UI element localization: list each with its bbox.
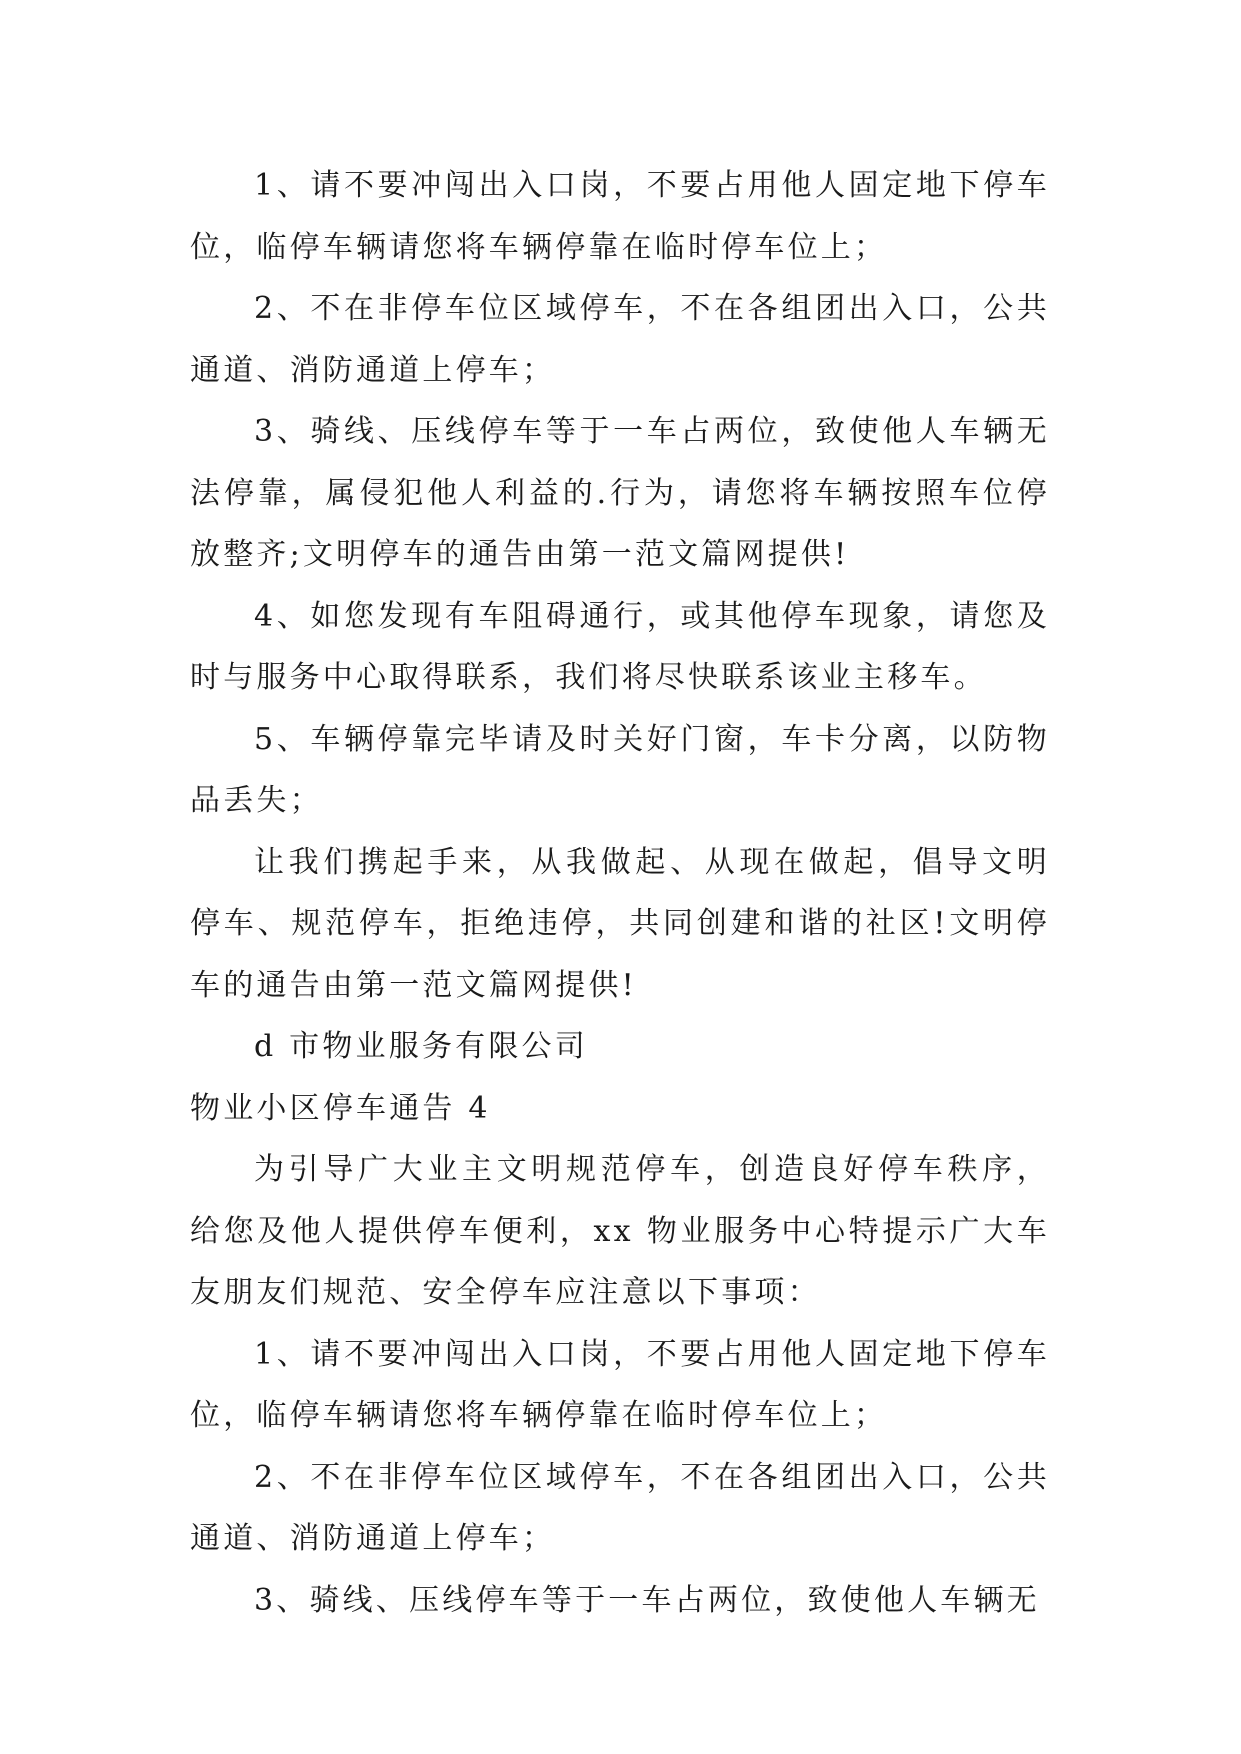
signature-company: d 市物业服务有限公司 xyxy=(254,1029,588,1064)
paragraph-rule-1: 1、请不要冲闯出入口岗，不要占用他人固定地下停车位，临停车辆请您将车辆停靠在临时停车位上； xyxy=(190,168,1050,265)
paragraph-rule-3: 3、骑线、压线停车等于一车占两位，致使他人车辆无法停靠，属侵犯他人利益的.行为，请您将车辆按照车位停放整齐;文明停车的通告由第一范文篇网提供! xyxy=(190,414,1050,572)
paragraph-intro: 为引导广大业主文明规范停车，创造良好停车秩序，给您及他人提供停车便利，xx 物业服务中心特提示广大车友朋友们规范、安全停车应注意以下事项： xyxy=(190,1152,1050,1310)
paragraph-rule-2: 2、不在非停车位区域停车，不在各组团出入口，公共通道、消防通道上停车； xyxy=(190,291,1050,388)
section-title: 物业小区停车通告 4 xyxy=(190,1090,491,1126)
paragraph-closing: 让我们携起手来，从我做起、从现在做起，倡导文明停车、规范停车，拒绝违停，共同创建和谐的社区!文明停车的通告由第一范文篇网提供! xyxy=(190,844,1050,1003)
paragraph-rule-1-repeat: 1、请不要冲闯出入口岗，不要占用他人固定地下停车位，临停车辆请您将车辆停靠在临时停车位上； xyxy=(190,1336,1050,1433)
paragraph-rule-2-repeat: 2、不在非停车位区域停车，不在各组团出入口，公共通道、消防通道上停车； xyxy=(190,1459,1050,1556)
paragraph-rule-5: 5、车辆停靠完毕请及时关好门窗，车卡分离，以防物品丢失； xyxy=(190,721,1050,818)
document-page xyxy=(190,155,1050,1631)
paragraph-rule-4: 4、如您发现有车阻碍通行，或其他停车现象，请您及时与服务中心取得联系，我们将尽快联系该业主移车。 xyxy=(190,598,1050,695)
paragraph-rule-3-repeat: 3、骑线、压线停车等于一车占两位，致使他人车辆无 xyxy=(254,1582,1040,1618)
